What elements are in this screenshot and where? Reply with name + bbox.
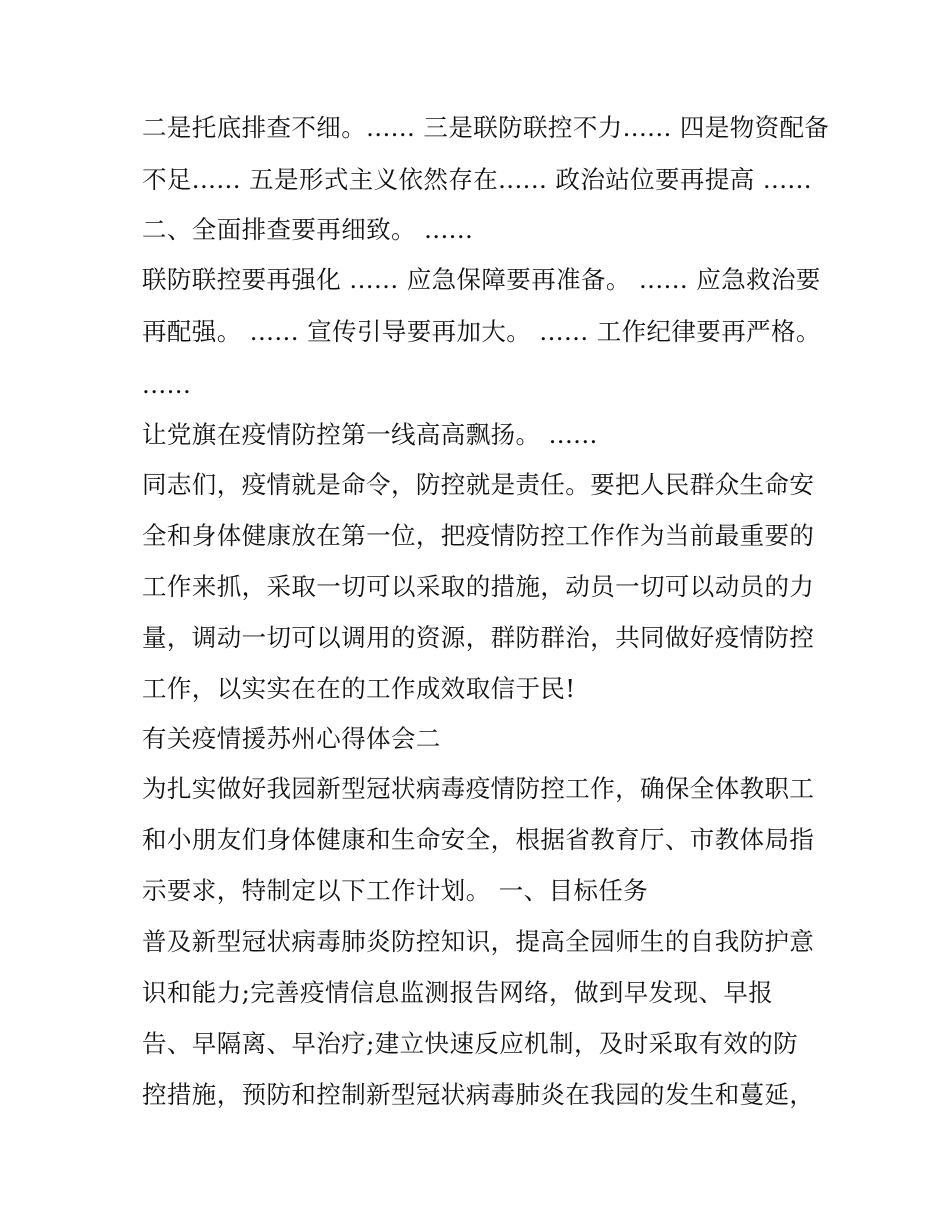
text-line: 告、早隔离、早治疗;建立快速反应机制，及时采取有效的防 xyxy=(142,1029,799,1058)
text-line: 工作来抓，采取一切可以采取的措施，动员一切可以动员的力 xyxy=(142,572,815,601)
text-line: 控措施，预防和控制新型冠状病毒肺炎在我园的发生和蔓延， xyxy=(142,1080,815,1109)
text-line: 普及新型冠状病毒肺炎防控知识，提高全园师生的自我防护意 xyxy=(142,927,815,956)
text-line: 示要求，特制定以下工作计划。 一、目标任务 xyxy=(142,876,649,905)
text-line: 和小朋友们身体健康和生命安全，根据省教育厅、市教体局指 xyxy=(142,825,815,854)
text-line: 不足...... 五是形式主义依然存在...... 政治站位要再提高 ...... xyxy=(142,165,812,194)
text-line: 全和身体健康放在第一位，把疫情防控工作作为当前最重要的 xyxy=(142,521,815,550)
text-line: 再配强。 ...... 宣传引导要再加大。 ...... 工作纪律要再严格。 xyxy=(142,317,821,346)
text-line: 为扎实做好我园新型冠状病毒疫情防控工作，确保全体教职工 xyxy=(142,774,815,803)
text-line: 让党旗在疫情防控第一线高高飘扬。 ...... xyxy=(142,420,598,449)
text-line: 同志们，疫情就是命令，防控就是责任。要把人民群众生命安 xyxy=(142,470,815,499)
text-line: ...... xyxy=(142,370,192,399)
section-heading: 有关疫情援苏州心得体会二 xyxy=(142,724,441,753)
text-line: 二是托底排查不细。...... 三是联防联控不力...... 四是物资配备 xyxy=(142,113,830,142)
text-line: 量，调动一切可以调用的资源，群防群治，共同做好疫情防控 xyxy=(142,623,815,652)
text-line: 联防联控要再强化 ...... 应急保障要再准备。 ...... 应急救治要 xyxy=(142,265,821,294)
text-line: 工作，以实实在在的工作成效取信于民! xyxy=(142,674,576,703)
text-line: 识和能力;完善疫情信息监测报告网络，做到早发现、早报 xyxy=(142,978,774,1007)
text-line: 二、全面排查要再细致。 ...... xyxy=(142,215,474,244)
